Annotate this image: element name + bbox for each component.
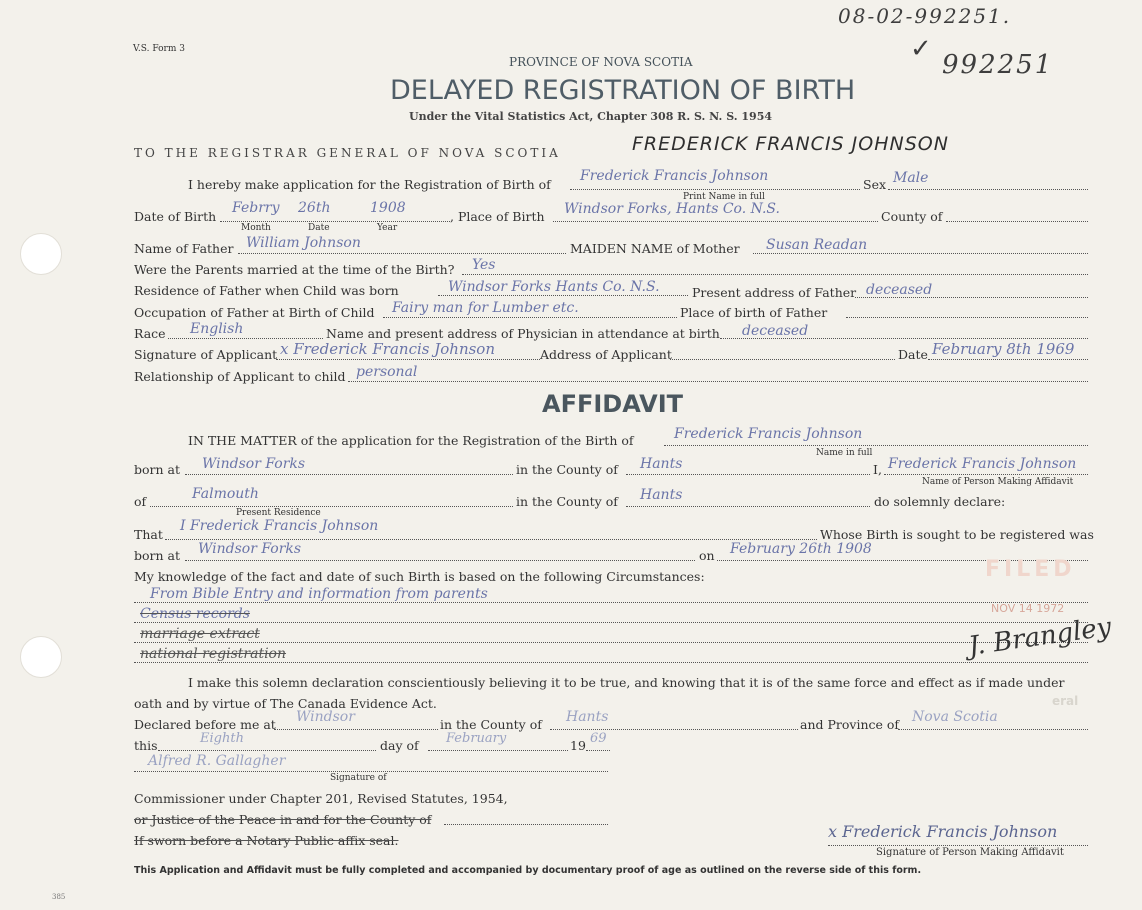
filed-stamp: FILED bbox=[985, 557, 1076, 582]
relationship-label: Relationship of Applicant to child bbox=[134, 369, 346, 384]
dob-date: 26th bbox=[298, 200, 331, 216]
applicant-address-label: Address of Applicant bbox=[540, 347, 672, 362]
county-label: in the County of bbox=[516, 462, 618, 477]
present-address-value: deceased bbox=[866, 282, 933, 298]
commissioner-signature: Alfred R. Gallagher bbox=[148, 753, 286, 769]
i-label: I, bbox=[873, 462, 882, 477]
county3-value: Hants bbox=[566, 709, 609, 725]
mother-value: Susan Readan bbox=[766, 237, 868, 253]
commissioner-line: Commissioner under Chapter 201, Revised Statutes, 1954, bbox=[134, 791, 508, 806]
county2-value: Hants bbox=[640, 487, 683, 503]
deponent-signature: x Frederick Francis Johnson bbox=[828, 822, 1058, 841]
solemn-declaration-line2: oath and by virtue of The Canada Evidence Act. bbox=[134, 696, 437, 711]
addressee-line: TO THE REGISTRAR GENERAL OF NOVA SCOTIA bbox=[134, 146, 561, 160]
applicant-name: Frederick Francis Johnson bbox=[580, 168, 769, 184]
printed-name: FREDERICK FRANCIS JOHNSON bbox=[632, 133, 949, 155]
declare-label: do solemnly declare: bbox=[874, 494, 1006, 509]
affidavit-prefix: IN THE MATTER of the application for the Registration of the Birth of bbox=[188, 433, 634, 448]
born-at2-label: born at bbox=[134, 548, 181, 563]
sex-label: Sex bbox=[863, 177, 887, 192]
residence-label: Residence of Father when Child was born bbox=[134, 283, 399, 298]
of-label: of bbox=[134, 494, 147, 509]
of-value: Falmouth bbox=[192, 486, 259, 502]
place-value: Windsor Forks, Hants Co. N.S. bbox=[564, 201, 780, 217]
date-caption: Date bbox=[308, 223, 330, 233]
declared-label: Declared before me at bbox=[134, 717, 276, 732]
justice-line: or Justice of the Peace in and for the County of bbox=[134, 812, 432, 827]
on-value: February 26th 1908 bbox=[730, 541, 872, 557]
this-value: Eighth bbox=[200, 731, 244, 746]
county2-label: in the County of bbox=[516, 494, 618, 509]
married-value: Yes bbox=[472, 257, 496, 273]
race-value: English bbox=[190, 321, 244, 337]
mother-label: MAIDEN NAME of Mother bbox=[570, 241, 740, 256]
physician-value: deceased bbox=[742, 323, 809, 339]
solemn-declaration-line1: I make this solemn declaration conscientiously believing it to be true, and knowing that it is of the same force and effect as if made under bbox=[188, 675, 1065, 690]
affidavit-heading: AFFIDAVIT bbox=[542, 390, 684, 418]
footer-note: This Application and Affidavit must be fully completed and accompanied by documentary proof of age as outlined on the reverse side of this form. bbox=[134, 865, 922, 876]
sex-value: Male bbox=[893, 170, 929, 186]
form-number: V.S. Form 3 bbox=[133, 44, 185, 54]
dob-year: 1908 bbox=[370, 200, 406, 216]
form-subtitle: Under the Vital Statistics Act, Chapter 308 R. S. N. S. 1954 bbox=[409, 110, 773, 123]
father-label: Name of Father bbox=[134, 241, 234, 256]
occupation-value: Fairy man for Lumber etc. bbox=[392, 300, 579, 316]
county-label: County of bbox=[881, 209, 943, 224]
filed-date-stamp: NOV 14 1972 bbox=[991, 602, 1065, 615]
residence-caption: Present Residence bbox=[236, 508, 321, 518]
month-caption: Month bbox=[241, 223, 271, 233]
that-label: That bbox=[134, 527, 163, 542]
circumstance-line: Census records bbox=[140, 606, 250, 622]
circumstance-line: From Bible Entry and information from parents bbox=[150, 586, 488, 602]
day-of-value: February bbox=[446, 731, 507, 746]
father-birthplace-label: Place of birth of Father bbox=[680, 305, 828, 320]
that-value: I Frederick Francis Johnson bbox=[180, 518, 379, 534]
relationship-value: personal bbox=[356, 364, 418, 380]
circumstance-line: marriage extract bbox=[140, 626, 260, 642]
punch-hole bbox=[20, 636, 62, 678]
declared-value: Windsor bbox=[296, 709, 355, 725]
check-mark-icon: ✓ bbox=[910, 34, 932, 64]
general-stamp: eral bbox=[1052, 694, 1079, 708]
signature-of-caption: Signature of bbox=[330, 773, 387, 783]
print-name-caption: Print Name in full bbox=[683, 192, 765, 202]
registration-number-top: 08-02-992251. bbox=[838, 4, 1012, 28]
province-label: and Province of bbox=[800, 717, 900, 732]
race-label: Race bbox=[134, 326, 166, 341]
deponent-caption: Signature of Person Making Affidavit bbox=[876, 847, 1064, 858]
year-caption: Year bbox=[377, 223, 398, 233]
province-heading: PROVINCE OF NOVA SCOTIA bbox=[509, 55, 693, 69]
county3-label: in the County of bbox=[440, 717, 542, 732]
on-label: on bbox=[699, 548, 715, 563]
father-value: William Johnson bbox=[246, 235, 361, 251]
knowledge-label: My knowledge of the fact and date of such Birth is based on the following Circumstances: bbox=[134, 569, 705, 584]
day-of-label: day of bbox=[380, 738, 419, 753]
form-title: DELAYED REGISTRATION OF BIRTH bbox=[390, 75, 856, 106]
county-value: Hants bbox=[640, 456, 683, 472]
punch-hole bbox=[20, 233, 62, 275]
residence-value: Windsor Forks Hants Co. N.S. bbox=[448, 279, 660, 295]
whose-birth-label: Whose Birth is sought to be registered was bbox=[820, 527, 1094, 542]
circumstance-line: national registration bbox=[140, 646, 287, 662]
this-label: this bbox=[134, 738, 158, 753]
born-at-label: born at bbox=[134, 462, 181, 477]
person-caption: Name of Person Making Affidavit bbox=[922, 477, 1074, 487]
born-at-value: Windsor Forks bbox=[202, 456, 306, 472]
year-prefix: 19 bbox=[570, 738, 586, 753]
affidavit-subject-name: Frederick Francis Johnson bbox=[674, 426, 863, 442]
married-label: Were the Parents married at the time of the Birth? bbox=[134, 262, 455, 277]
present-address-label: Present address of Father bbox=[692, 285, 857, 300]
applicant-signature-label: Signature of Applicant bbox=[134, 347, 278, 362]
born-at2-value: Windsor Forks bbox=[198, 541, 302, 557]
registrar-signature: J. Brangley bbox=[966, 612, 1114, 662]
occupation-label: Occupation of Father at Birth of Child bbox=[134, 305, 375, 320]
registration-number: 992251 bbox=[942, 50, 1054, 80]
physician-label: Name and present address of Physician in attendance at birth bbox=[326, 326, 720, 341]
place-label: , Place of Birth bbox=[450, 209, 545, 224]
applicant-date-value: February 8th 1969 bbox=[932, 340, 1075, 358]
name-caption: Name in full bbox=[816, 448, 873, 458]
dob-month: Febrry bbox=[232, 200, 280, 216]
corner-code: 385 bbox=[52, 893, 66, 901]
notary-line: If sworn before a Notary Public affix seal. bbox=[134, 833, 399, 848]
year-value: 69 bbox=[590, 731, 607, 746]
applicant-date-label: Date bbox=[898, 347, 928, 362]
province-value: Nova Scotia bbox=[912, 709, 998, 725]
deponent-name: Frederick Francis Johnson bbox=[888, 456, 1077, 472]
dob-label: Date of Birth bbox=[134, 209, 217, 224]
application-prefix: I hereby make application for the Registration of Birth of bbox=[188, 177, 551, 192]
applicant-signature: x Frederick Francis Johnson bbox=[280, 340, 495, 358]
